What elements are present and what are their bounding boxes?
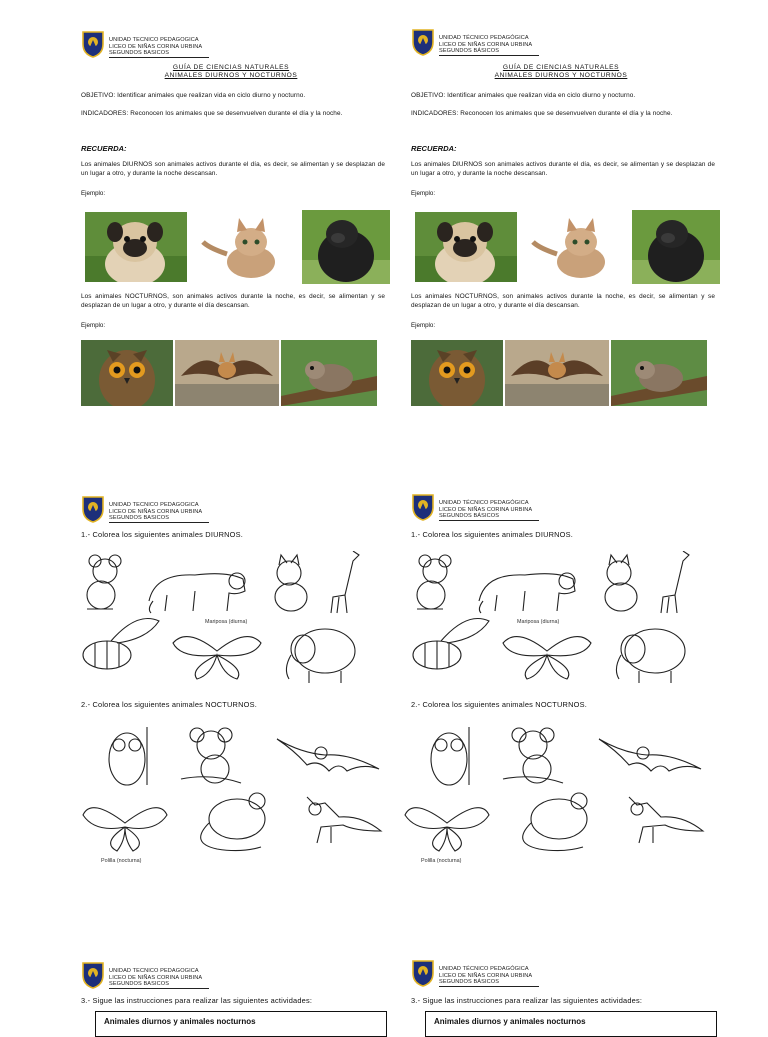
rat-drawing (523, 793, 587, 851)
mariposa-caption: Mariposa (diurna) (517, 619, 560, 625)
nocturnal-coloring-drawings (403, 723, 713, 857)
header-unit: UNIDAD TECNICO PEDAGOGICA (109, 968, 199, 974)
header-unit: UNIDAD TECNICO PEDAGOGICA (109, 37, 199, 43)
recuerda-heading: RECUERDA: (81, 144, 127, 153)
school-crest-icon (81, 30, 105, 58)
question-2: 2.- Colorea los siguientes animales NOCTURNOS. (411, 700, 587, 709)
title-line-1: GUÍA DE CIENCIAS NATURALES (172, 64, 290, 71)
header-unit: UNIDAD TÉCNICO PEDAGÓGICA (439, 35, 529, 41)
header-school: LICEO DE NIÑAS CORINA URBINA (109, 43, 203, 50)
activity-box-title: Animales diurnos y animales nocturnos (104, 1017, 256, 1026)
school-header (81, 493, 231, 525)
puma-drawing (479, 573, 575, 613)
gorilla-photo (302, 210, 390, 284)
ejemplo-label-1: Ejemplo: (81, 190, 106, 197)
school-header (411, 957, 561, 989)
kitten-photo (525, 214, 617, 282)
header-grade: SEGUNDOS BASICOS (109, 515, 209, 523)
indicadores-text: INDICADORES: Reconocen los animales que se desenvuelven durante el día y la noche. (81, 110, 343, 117)
mouse-drawing (87, 555, 121, 609)
school-crest-icon (411, 28, 435, 56)
header-school: LICEO DE NIÑAS CORINA URBINA (439, 506, 533, 513)
moth-drawing (83, 808, 167, 851)
bee-drawing (413, 619, 489, 670)
bee-drawing (83, 619, 159, 670)
pug-photo (85, 212, 187, 282)
activity-box-title: Animales diurnos y animales nocturnos (434, 1017, 586, 1026)
polilla-caption: Polilla (nocturna) (101, 858, 142, 864)
school-crest-icon (411, 493, 435, 521)
header-school: LICEO DE NIÑAS CORINA URBINA (109, 974, 203, 981)
header-grade: SEGUNDOS BASICOS (109, 981, 209, 989)
header-school: LICEO DE NIÑAS CORINA URBINA (109, 508, 203, 515)
kitten-drawing (275, 555, 307, 611)
school-header (411, 491, 561, 523)
header-grade: SEGUNDOS BÁSICOS (439, 979, 539, 987)
header-grade: SEGUNDOS BÁSICOS (439, 513, 539, 521)
header-grade: SEGUNDOS BÁSICOS (439, 48, 539, 56)
pug-photo (415, 212, 517, 282)
indicadores-text: INDICADORES: Reconocen los animales que se desenvuelven durante el día y la noche. (411, 110, 673, 117)
school-crest-icon (81, 495, 105, 523)
giraffe-drawing (661, 551, 689, 613)
nocturnal-coloring-drawings (81, 723, 391, 857)
school-header (81, 28, 231, 60)
guide-page-1-right (411, 26, 721, 411)
diurnos-definition: Los animales DIURNOS son animales activos durante el día, es decir, se alimentan y se desplazan de un lugar a otro, y durante la noche descansan. (81, 161, 385, 177)
mouse-drawing (417, 555, 451, 609)
header-school: LICEO DE NIÑAS CORINA URBINA (439, 972, 533, 979)
guide-page-1-left (81, 28, 391, 413)
guide-page-3-left (81, 959, 391, 1024)
page-title (81, 64, 381, 81)
butterfly-drawing (173, 637, 261, 679)
owl-drawing (109, 727, 147, 785)
header-grade: SEGUNDOS BASICOS (109, 50, 209, 58)
objetivo-text: OBJETIVO: Identificar animales que realizan vida en ciclo diurno y nocturno. (411, 92, 636, 99)
question-3: 3.- Sigue las instrucciones para realizar las siguientes actividades: (81, 996, 313, 1005)
diurnos-definition: Los animales DIURNOS son animales activos durante el día, es decir, se alimentan y se desplazan de un lugar a otro, y durante la noche descansan. (411, 161, 715, 177)
moth-drawing (405, 808, 489, 851)
gorilla-photo (632, 210, 720, 284)
guide-page-2-left (81, 493, 391, 873)
objetivo-text: OBJETIVO: Identificar animales que realizan vida en ciclo diurno y nocturno. (81, 92, 306, 99)
title-line-2: ANIMALES DIURNOS Y NOCTURNOS (494, 72, 628, 80)
koala-drawing (503, 728, 563, 783)
owl-photo (411, 340, 503, 406)
possum-photo (611, 340, 707, 406)
header-school: LICEO DE NIÑAS CORINA URBINA (439, 41, 533, 48)
school-crest-icon (81, 961, 105, 989)
nocturnos-definition: Los animales NOCTURNOS, son animales activos durante la noche, es decir, se alimentan y se desplazan de un lugar a otro, y durante el día descansan. (411, 293, 715, 309)
header-unit: UNIDAD TÉCNICO PEDAGÓGICA (439, 966, 529, 972)
school-header (81, 959, 231, 991)
activity-box (425, 1011, 717, 1037)
question-2: 2.- Colorea los siguientes animales NOCTURNOS. (81, 700, 257, 709)
header-unit: UNIDAD TÉCNICO PEDAGÓGICA (439, 500, 529, 506)
fox-drawing (307, 797, 381, 843)
mariposa-caption: Mariposa (diurna) (205, 619, 248, 625)
bat-drawing (277, 739, 379, 771)
butterfly-drawing (503, 637, 591, 679)
rat-drawing (201, 793, 265, 851)
ejemplo-label-2: Ejemplo: (81, 322, 106, 329)
question-1: 1.- Colorea los siguientes animales DIURNOS. (411, 530, 574, 539)
polilla-caption: Polilla (nocturna) (421, 858, 462, 864)
ejemplo-label-1: Ejemplo: (411, 190, 436, 197)
ejemplo-label-2: Ejemplo: (411, 322, 436, 329)
recuerda-heading: RECUERDA: (411, 144, 457, 153)
bat-photo (175, 340, 279, 406)
school-crest-icon (411, 959, 435, 987)
owl-photo (81, 340, 173, 406)
kitten-drawing (605, 555, 637, 611)
puma-drawing (149, 573, 245, 613)
question-1: 1.- Colorea los siguientes animales DIURNOS. (81, 530, 244, 539)
koala-drawing (181, 728, 241, 783)
page-title (411, 64, 711, 81)
possum-photo (281, 340, 377, 406)
elephant-drawing (616, 629, 685, 683)
guide-page-3-right (411, 957, 721, 1024)
header-unit: UNIDAD TECNICO PEDAGOGICA (109, 502, 199, 508)
bat-photo (505, 340, 609, 406)
elephant-drawing (286, 629, 355, 683)
giraffe-drawing (331, 551, 359, 613)
kitten-photo (195, 214, 287, 282)
title-line-1: GUÍA DE CIENCIAS NATURALES (502, 64, 620, 71)
fox-drawing (629, 797, 703, 843)
guide-page-2-right (411, 491, 721, 871)
title-line-2: ANIMALES DIURNOS Y NOCTURNOS (164, 72, 298, 80)
nocturnos-definition: Los animales NOCTURNOS, son animales activos durante la noche, es decir, se alimentan y se desplazan de un lugar a otro, y durante el día descansan. (81, 293, 385, 309)
activity-box (95, 1011, 387, 1037)
question-3: 3.- Sigue las instrucciones para realizar las siguientes actividades: (411, 996, 643, 1005)
owl-drawing (431, 727, 469, 785)
bat-drawing (599, 739, 701, 771)
school-header (411, 26, 561, 58)
